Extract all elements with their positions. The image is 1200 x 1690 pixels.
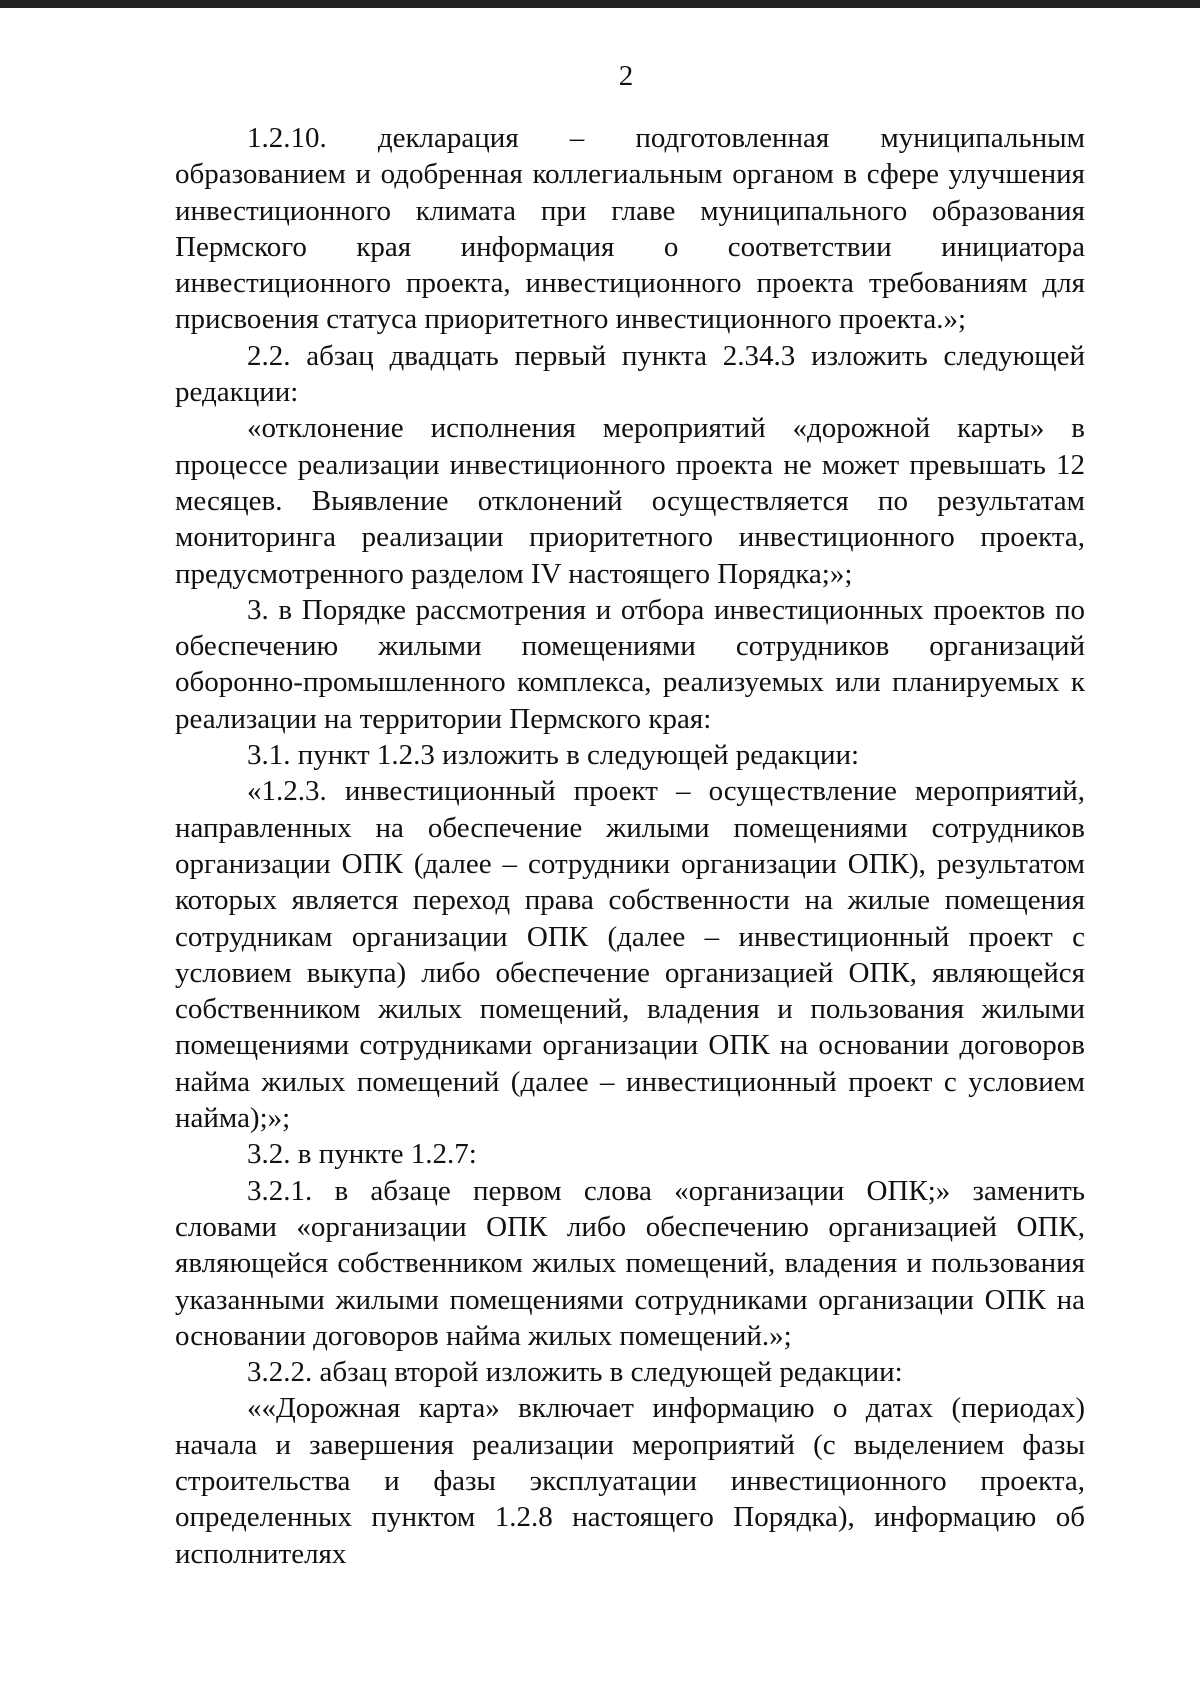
page-number: 2 (618, 60, 634, 92)
paragraph-2-2-amendment: 2.2. абзац двадцать первый пункта 2.34.3 изложить следующей редакции: (175, 339, 1085, 409)
paragraph-1-2-3-investment-project: «1.2.3. инвестиционный проект – осуществление мероприятий, направленных на обеспечение жилыми помещениями сотрудников организации ОПК (далее – сотрудники организации ОПК), результатом которых является переход права собственности на жилые помещения сотрудникам организации ОПК (далее – инвестиционный проект с условием выкупа) либо обеспечение организацией ОПК, являющейся собственником жилых помещений, владения и пользования жилыми помещениями сотрудниками организации ОПК на основании договоров найма жилых помещений (далее – инвестиционный проект с условием найма);»; (175, 775, 1085, 1135)
paragraph-roadmap-quote: ««Дорожная карта» включает информацию о датах (периодах) начала и завершения реализации мероприятий (с выделением фазы строительства и фазы эксплуатации инвестиционного проекта, определенных пунктом 1.2.8 настоящего Порядка), информацию об исполнителях (175, 1392, 1085, 1570)
scan-top-edge (0, 0, 1200, 8)
paragraph-3-procedure: 3. в Порядке рассмотрения и отбора инвестиционных проектов по обеспечению жилыми помещениями сотрудников организаций оборонно-промышленного комплекса, реализуемых или планируемых к реализации на территории Пермского края: (175, 593, 1085, 735)
paragraph-3-2: 3.2. в пункте 1.2.7: (247, 1138, 477, 1171)
document-body (175, 120, 1085, 1572)
paragraph-1-2-10-definition: 1.2.10. декларация – подготовленная муниципальным образованием и одобренная коллегиальным органом в сфере улучшения инвестиционного климата при главе муниципального образования Пермского края информация о соответствии инициатора инвестиционного проекта, инвестиционного проекта требованиям для присвоения статуса приоритетного инвестиционного проекта.»; (175, 122, 1085, 336)
paragraph-3-1: 3.1. пункт 1.2.3 изложить в следующей редакции: (247, 739, 860, 772)
paragraph-3-2-2: 3.2.2. абзац второй изложить в следующей редакции: (247, 1356, 903, 1389)
paragraph-deviation-quote: «отклонение исполнения мероприятий «дорожной карты» в процессе реализации инвестиционного проекта не может превышать 12 месяцев. Выявление отклонений осуществляется по результатам мониторинга реализации приоритетного инвестиционного проекта, предусмотренного разделом IV настоящего Порядка;»; (175, 412, 1085, 590)
paragraph-3-2-1: 3.2.1. в абзаце первом слова «организации ОПК;» заменить словами «организации ОПК либо обеспечению организацией ОПК, являющейся собственником жилых помещений, владения и пользования указанными жилыми помещениями сотрудниками организации ОПК на основании договоров найма жилых помещений.»; (175, 1174, 1085, 1352)
